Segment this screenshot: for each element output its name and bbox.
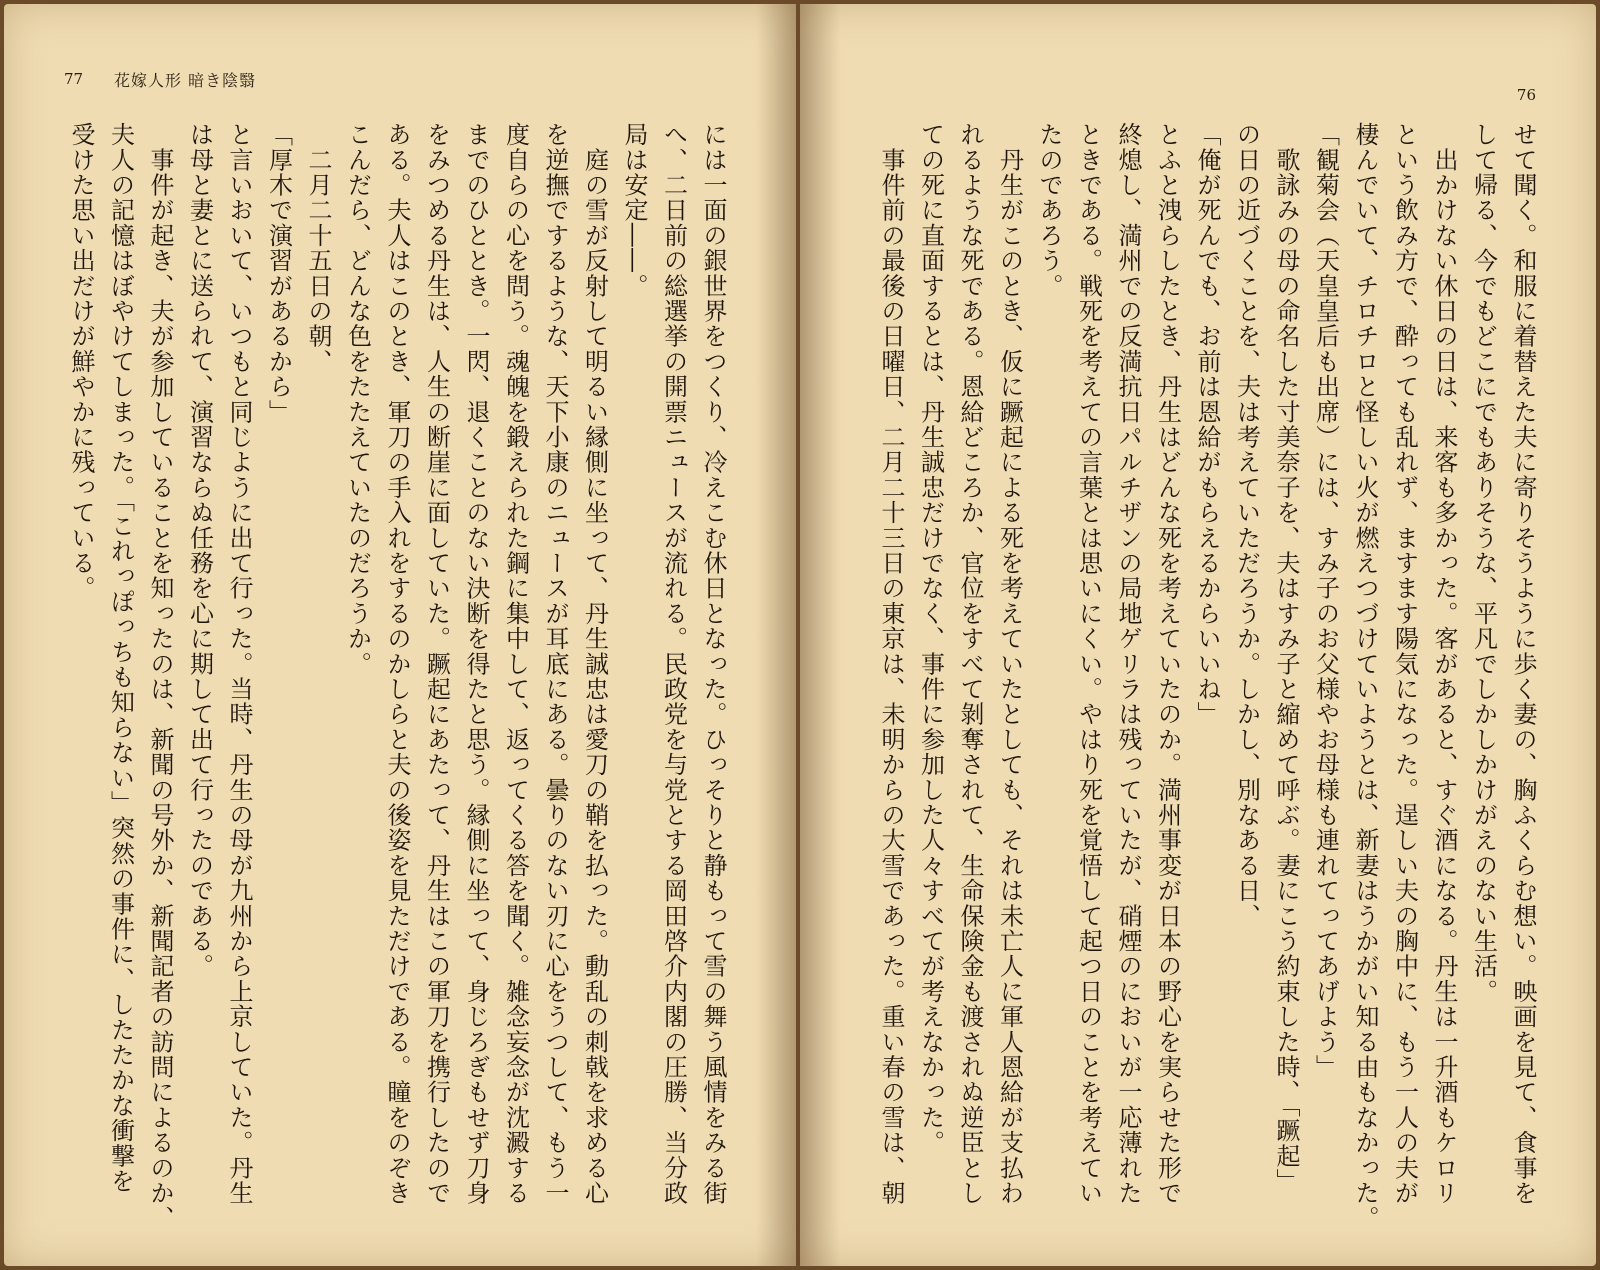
page-number: 77 bbox=[64, 70, 84, 88]
body-text: せて聞く。和服に着替えた夫に寄りそうように歩く妻の、胸ふくらむ想い。映画を見て、食事を して帰る、今でもどこにでもありそうな、平凡でしかしかけがえのない生活。 出かけない休日の日は、来客も多かった。客があると、すぐ酒になる。丹生は一升酒もケロリ という飲み方で、酔っても乱れず、ますます陽気になった。逞しい夫の胸中に、もう一人の夫が 棲んでいて、チロチロと怪しい火が燃えつづけていようとは、新妻はうかがい知る由もなかった。 「観菊会（天皇皇后も出席）には、すみ子のお父様やお母様も連れてってあげよう」 歌詠みの母の命名した寸美奈子を、夫はすみ子と縮めて呼ぶ。妻にこう約束した時、「蹶起」 の日の近づくことを、夫は考えていただろうか。しかし、別なある日、 「俺が死んでも、お前は恩給がもらえるからいいね」 とふと洩らしたとき、丹生はどんな死を考えていたのか。満州事変が日本の野心を実らせた形で 終熄し、満州での反満抗日パルチザンの局地ゲリラは残っていたが、硝煙のにおいが一応薄れた ときである。戦死を考えての言葉とは思いにくい。やはり死を覚悟して起つ日のことを考えてい たのであろう。 丹生がこのとき、仮に蹶起による死を考えていたとしても、それは未亡人に軍人恩給が支払わ れるような死である。恩給どころか、官位をすべて剝奪されて、生命保険金も渡されぬ逆臣とし ての死に直面するとは、丹生誠忠だけでなく、事件に参加した人々すべてが考えなかった。 事件前の最後の日曜日、二月二十三日の東京は、未明からの大雪であった。重い春の雪は、朝 bbox=[877, 122, 1537, 1231]
running-header: 花嫁人形 暗き陰翳 bbox=[114, 71, 257, 90]
left-page bbox=[4, 4, 796, 1266]
page-number: 76 bbox=[1516, 86, 1536, 104]
gutter-shadow bbox=[756, 4, 796, 1266]
body-text: には一面の銀世界をつくり、冷えこむ休日となった。ひっそりと静もって雪の舞う風情をみる街 へ、二日前の総選挙の開票ニュースが流れる。民政党を与党とする岡田啓介内閣の圧勝、当分政 局は安定――。 庭の雪が反射して明るい縁側に坐って、丹生誠忠は愛刀の鞘を払った。動乱の刺戟を求める心 を逆撫でするような、天下小康のニュースが耳底にある。曇りのない刃に心をうつして、もう一 度自らの心を問う。魂魄を鍛えられた鋼に集中して、返ってくる答を聞く。雑念妄念が沈澱する までのひととき。一閃、退くことのない決断を得たと思う。縁側に坐って、身じろぎもせず刀身 をみつめる丹生は、人生の断崖に面していた。蹶起にあたって、丹生はこの軍刀を携行したので ある。夫人はこのとき、軍刀の手入れをするのかしらと夫の後姿を見ただけである。瞳をのぞき こんだら、どんな色をたたえていたのだろうか。 二月二十五日の朝、 「厚木で演習があるから」 と言いおいて、いつもと同じように出て行った。当時、丹生の母が九州から上京していた。丹生 は母と妻とに送られて、演習ならぬ任務を心に期して出て行ったのである。 事件が起き、夫が参加していることを知ったのは、新聞の号外か、新聞記者の訪問によるのか、 夫人の記憶はぼやけてしまった。「これっぽっちも知らない」突然の事件に、したたかな衝撃を 受けた思い出だけが鮮やかに残っている。 bbox=[67, 122, 727, 1231]
gutter-shadow bbox=[800, 4, 840, 1266]
right-page bbox=[800, 4, 1596, 1266]
